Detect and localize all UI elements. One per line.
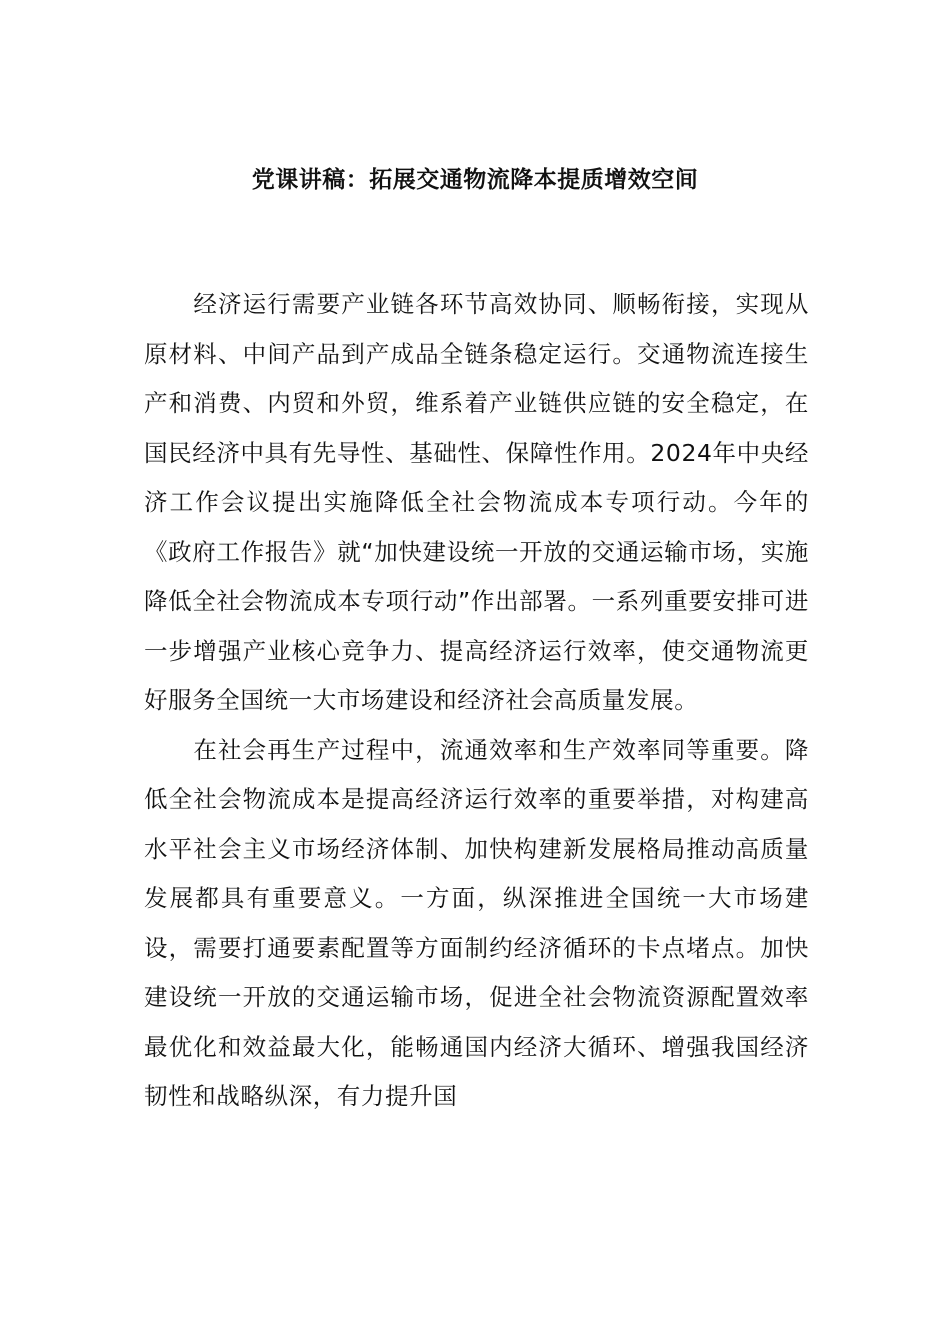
document-body [144,280,809,1122]
document-title: 党课讲稿：拓展交通物流降本提质增效空间 [251,167,699,193]
paragraph-1: 经济运行需要产业链各环节高效协同、顺畅衔接，实现从原材料、中间产品到产成品全链条稳定运行。交通物流连接生产和消费、内贸和外贸，维系着产业链供应链的安全稳定，在国民经济中具有先导性、基础性、保障性作用。2024年中央经济工作会议提出实施降低全社会物流成本专项行动。今年的《政府工作报告》就“加快建设统一开放的交通运输市场，实施降低全社会物流成本专项行动”作出部署。一系列重要安排可进一步增强产业核心竞争力、提高经济运行效率，使交通物流更好服务全国统一大市场建设和经济社会高质量发展。 [144,290,809,714]
paragraph-2: 在社会再生产过程中，流通效率和生产效率同等重要。降低全社会物流成本是提高经济运行效率的重要举措，对构建高水平社会主义市场经济体制、加快构建新发展格局推动高质量发展都具有重要意义。一方面，纵深推进全国统一大市场建设，需要打通要素配置等方面制约经济循环的卡点堵点。加快建设统一开放的交通运输市场，促进全社会物流资源配置效率最优化和效益最大化，能畅通国内经济大循环、增强我国经济韧性和战略纵深，有力提升国 [144,735,809,1110]
